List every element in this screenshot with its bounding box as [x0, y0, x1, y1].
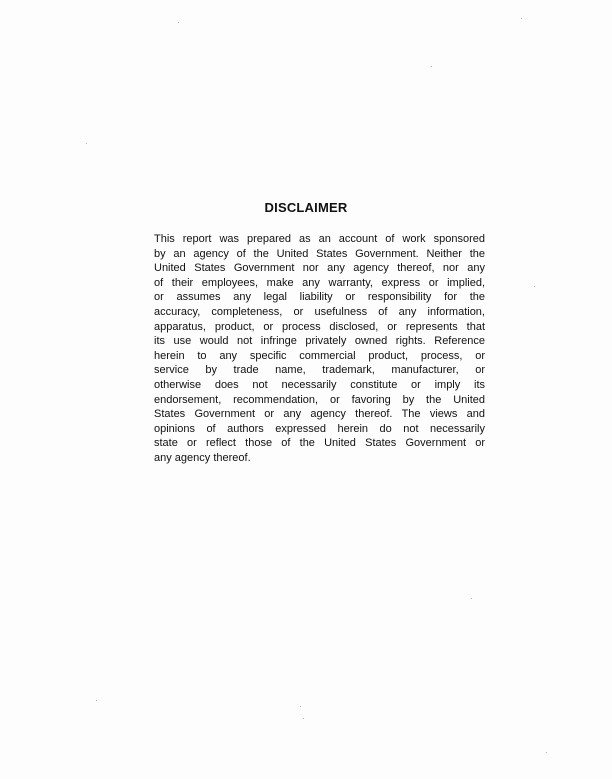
disclaimer-body [154, 232, 485, 466]
disclaimer-line: otherwise does not necessarily constitute or imply its [154, 378, 485, 391]
disclaimer-line: service by trade name, trademark, manufacturer, or [154, 364, 485, 377]
scan-speck [431, 66, 432, 67]
scan-speck [546, 752, 547, 753]
disclaimer-line: apparatus, product, or process disclosed, or represents that [154, 320, 485, 333]
disclaimer-line: This report was prepared as an account of work sponsored [154, 233, 485, 245]
scan-speck [521, 18, 522, 19]
disclaimer-line: accuracy, completeness, or usefulness of any information, [154, 305, 485, 318]
disclaimer-line: state or reflect those of the United States Government or [154, 437, 485, 450]
disclaimer-line: States Government or any agency thereof. The views and [154, 408, 485, 421]
scan-speck [86, 143, 87, 144]
disclaimer-line: endorsement, recommendation, or favoring by the United [154, 393, 485, 406]
scan-speck [303, 718, 304, 719]
scan-speck [178, 22, 179, 23]
disclaimer-line: or assumes any legal liability or responsibility for the [154, 291, 485, 304]
disclaimer-line: its use would not infringe privately owned rights. Reference [154, 335, 485, 348]
scan-speck [96, 700, 97, 701]
scan-speck [300, 706, 301, 707]
scan-speck [534, 286, 535, 287]
disclaimer-line: opinions of authors expressed herein do not necessarily [154, 422, 485, 435]
disclaimer-line: herein to any specific commercial product, process, or [154, 349, 485, 362]
disclaimer-line: United States Government nor any agency thereof, nor any [154, 262, 485, 275]
disclaimer-line: of their employees, make any warranty, express or implied, [154, 276, 485, 289]
disclaimer-heading: DISCLAIMER [264, 200, 348, 215]
disclaimer-line: any agency thereof. [154, 451, 251, 464]
disclaimer-line: by an agency of the United States Government. Neither the [154, 247, 485, 260]
scan-speck [471, 598, 472, 599]
